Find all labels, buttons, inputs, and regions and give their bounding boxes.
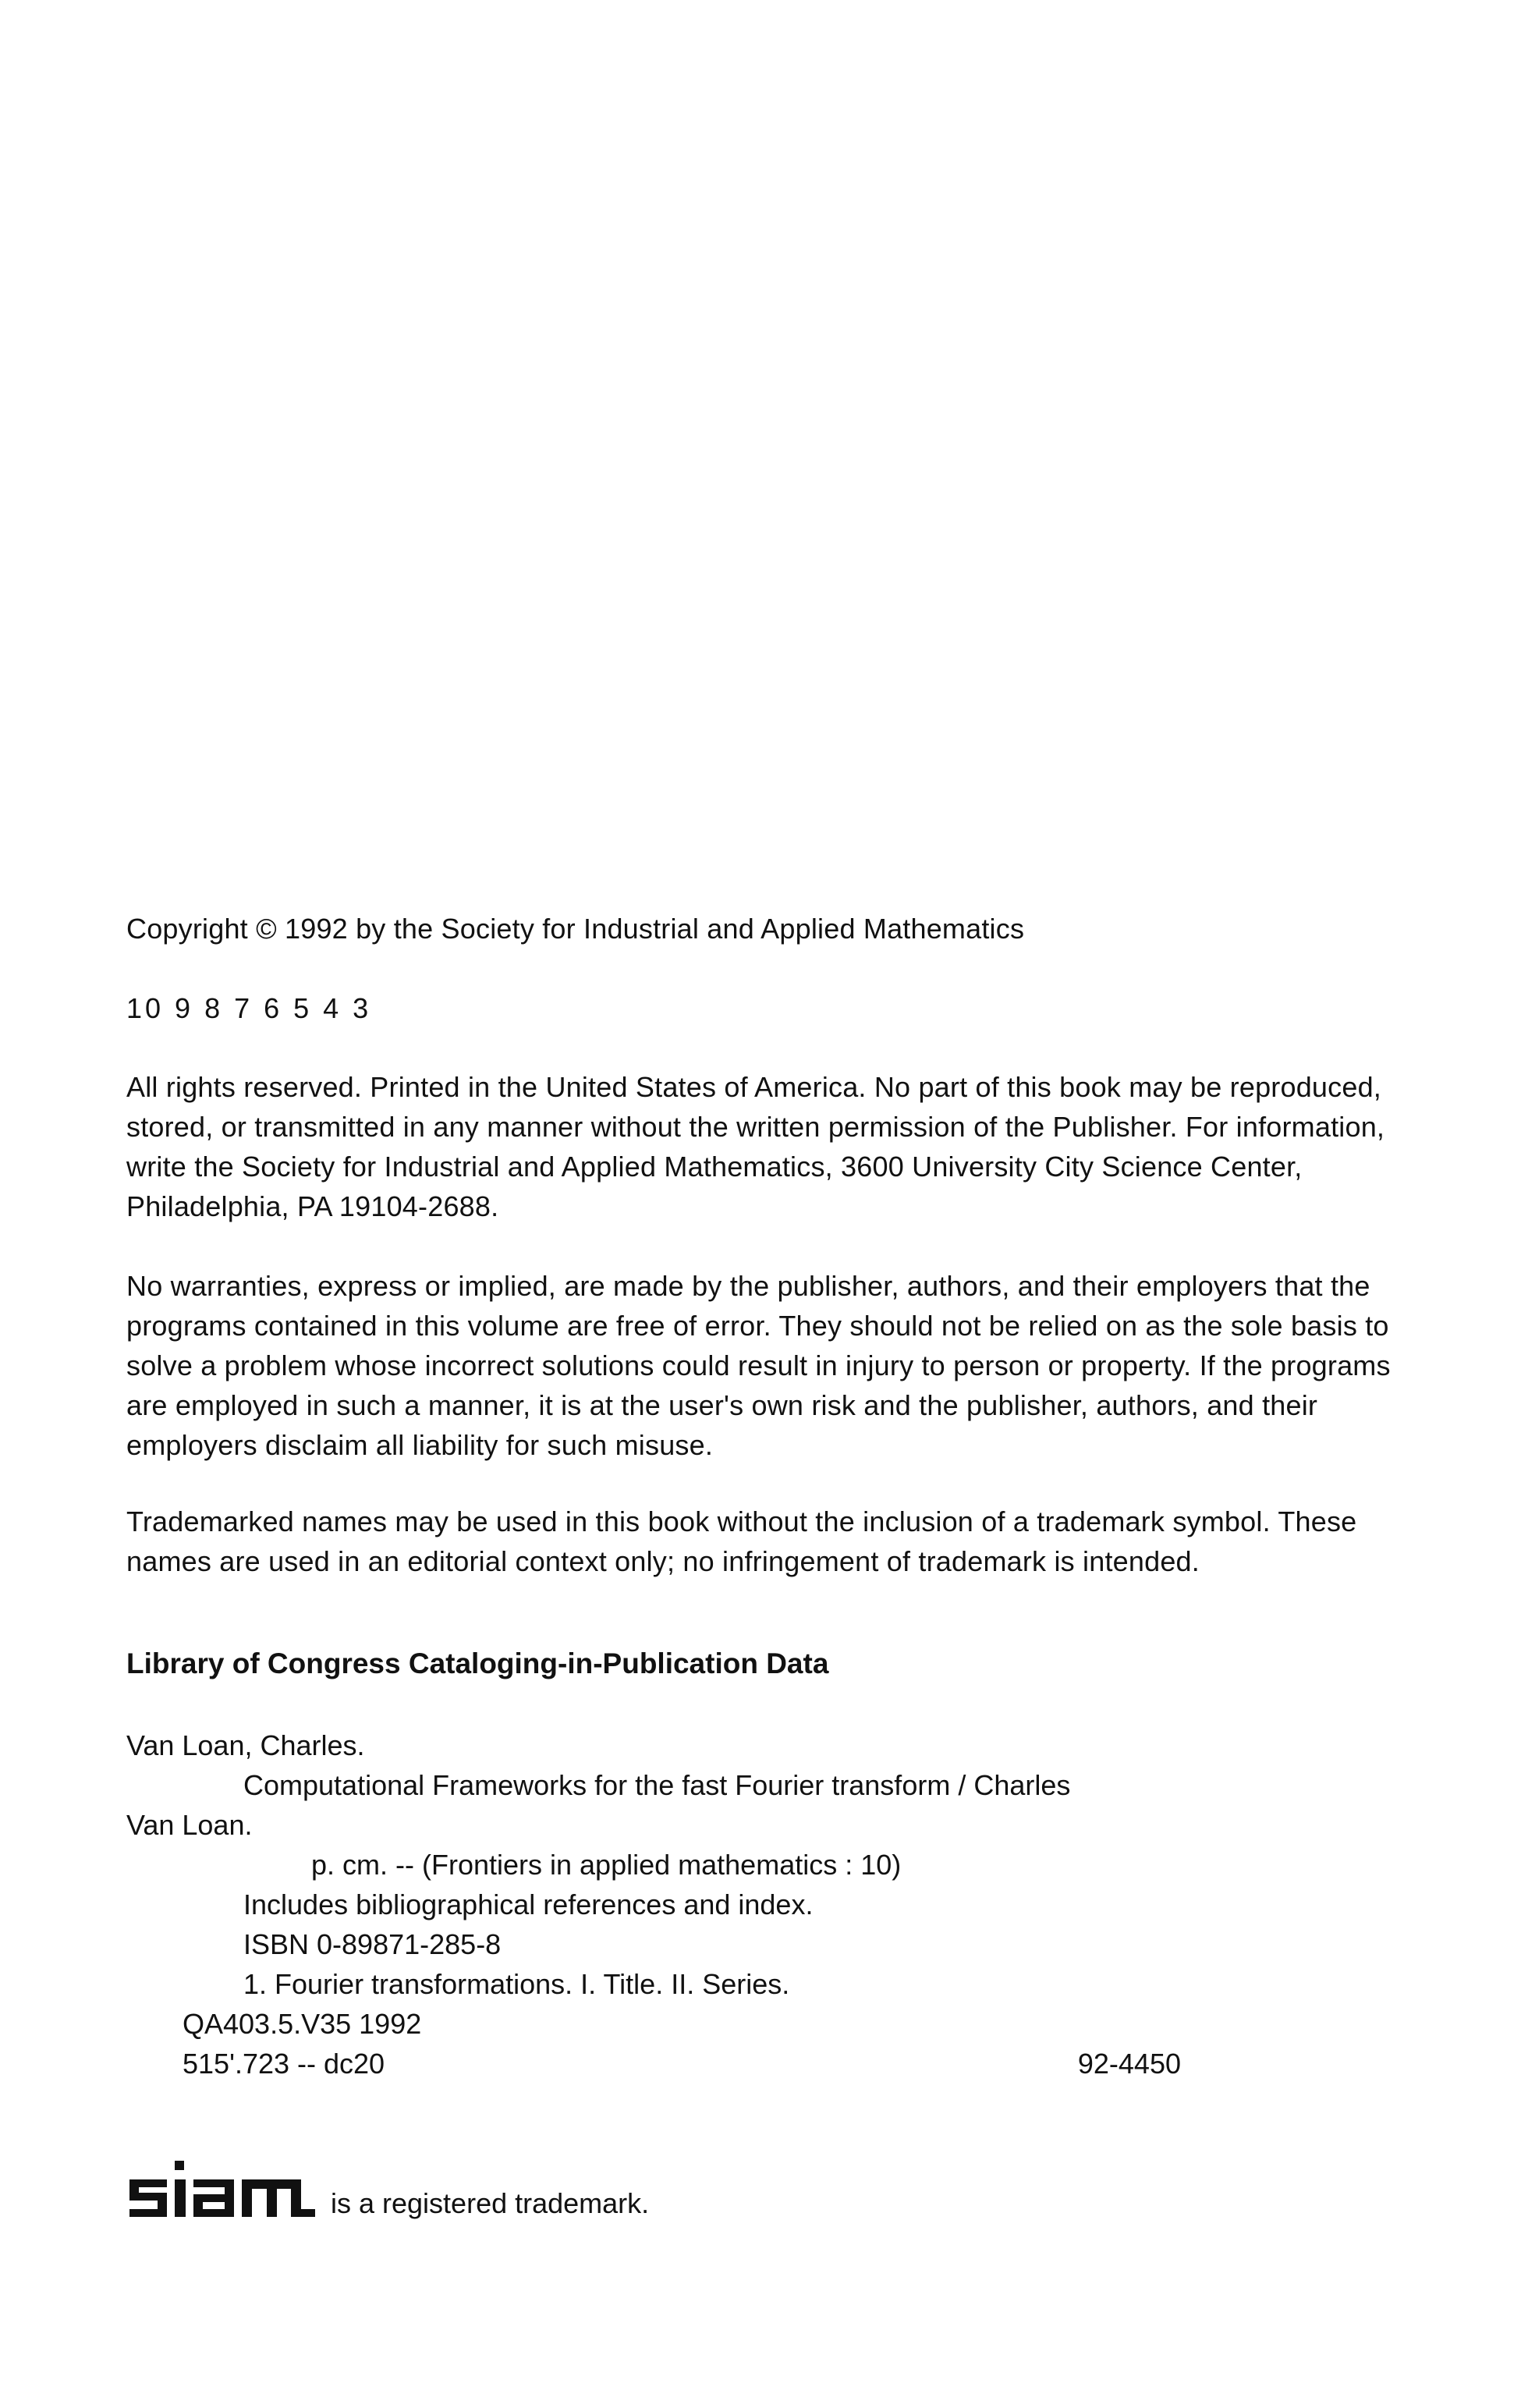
copyright-statement: Copyright © 1992 by the Society for Industrial and Applied Mathematics [126, 913, 1025, 945]
printing-line: 10 9 8 7 6 5 4 3 [126, 992, 372, 1024]
trademark-paragraph: Trademarked names may be used in this book without the inclusion of a trademark symbol. These names are used in an editorial context only; no infringement of trademark is intended. [126, 1505, 1357, 1577]
cip-physical: p. cm. -- (Frontiers in applied mathematics : 10) [311, 1849, 902, 1881]
cip-lc-call-number: QA403.5.V35 1992 [183, 2008, 422, 2040]
siam-trademark-text: is a registered trademark. [331, 2187, 650, 2219]
cip-subjects: 1. Fourier transformations. I. Title. II. Series. [243, 1968, 790, 2000]
rights-paragraph: All rights reserved. Printed in the United States of America. No part of this book may be reproduced, stored, or transmitted in any manner without the written permission of the Publisher. For information, write the Society for Industrial and Applied Mathematics, 3600 University City Science Center, Philadelphia, PA 19104-2688. [126, 1071, 1385, 1222]
cip-data-block [126, 1725, 1234, 2084]
siam-logo [126, 2158, 317, 2220]
cip-author: Van Loan, Charles. [126, 1729, 365, 1761]
siam-trademark-row [126, 2158, 828, 2228]
cip-title-line-1: Computational Frameworks for the fast Fourier transform / Charles [243, 1769, 1071, 1801]
cip-isbn: ISBN 0-89871-285-8 [243, 1928, 502, 1960]
cip-lccn: 92-4450 [1077, 2048, 1181, 2080]
cip-notes: Includes bibliographical references and index. [243, 1888, 814, 1920]
cip-dewey: 515'.723 -- dc20 [183, 2048, 385, 2080]
cip-dewey-row [126, 2044, 1234, 2084]
cip-heading: Library of Congress Cataloging-in-Publication Data [126, 1647, 829, 1679]
cip-title-line-2: Van Loan. [126, 1809, 253, 1841]
warranty-paragraph: No warranties, express or implied, are made by the publisher, authors, and their employers that the programs contained in this volume are free of error. They should not be relied on as the sole basis to solve a problem whose incorrect solutions could result in injury to person or property. If the programs are employed in such a manner, it is at the user's own risk and the publisher, authors, and their employers disclaim all liability for such misuse. [126, 1270, 1391, 1461]
